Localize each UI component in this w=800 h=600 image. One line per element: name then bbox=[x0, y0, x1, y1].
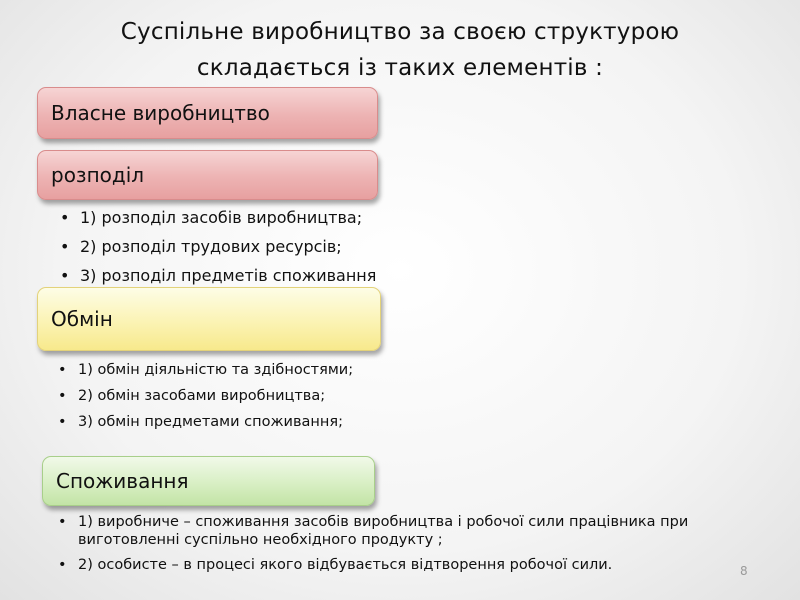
list-item: • 3) розподіл предметів споживання bbox=[60, 261, 480, 290]
bullet-icon: • bbox=[60, 208, 70, 227]
slide-title bbox=[0, 14, 800, 86]
distribution-list bbox=[60, 203, 480, 290]
section-label: Споживання bbox=[56, 469, 189, 493]
list-item: • 3) обмін предметами споживання; bbox=[58, 414, 343, 430]
slide-title-line-1: Суспільне виробництво за своєю структурою bbox=[120, 19, 680, 45]
section-label: розподіл bbox=[51, 163, 145, 187]
bullet-icon: • bbox=[60, 266, 70, 285]
bullet-icon: • bbox=[60, 237, 70, 256]
section-label: Обмін bbox=[51, 307, 113, 331]
list-item: • 2) обмін засобами виробництва; bbox=[58, 388, 326, 404]
section-box-consumption bbox=[42, 456, 375, 506]
bullet-icon: • bbox=[58, 414, 67, 430]
section-box-production bbox=[37, 87, 378, 139]
list-item: • 1) розподіл засобів виробництва; bbox=[60, 203, 480, 232]
bullet-icon: • bbox=[58, 514, 67, 530]
bullet-icon: • bbox=[58, 557, 67, 573]
list-item: • 2) розподіл трудових ресурсів; bbox=[60, 232, 480, 261]
list-item: • 1) виробниче – споживання засобів виробництва і робочої сили працівника при виготовленні суспільно необхідного продукту ; bbox=[58, 514, 689, 548]
section-box-exchange bbox=[37, 287, 381, 351]
bullet-icon: • bbox=[58, 362, 67, 378]
list-item: • 1) обмін діяльністю та здібностями; bbox=[58, 362, 354, 378]
consumption-list bbox=[58, 513, 748, 574]
list-item: • 2) особисте – в процесі якого відбувається відтворення робочої сили. bbox=[58, 557, 613, 573]
section-box-distribution bbox=[37, 150, 378, 200]
section-label: Власне виробництво bbox=[51, 101, 270, 125]
bullet-icon: • bbox=[58, 388, 67, 404]
slide-title-line-2: складається із таких елементів : bbox=[196, 55, 604, 81]
page-number: 8 bbox=[740, 564, 748, 578]
exchange-list bbox=[58, 361, 478, 431]
